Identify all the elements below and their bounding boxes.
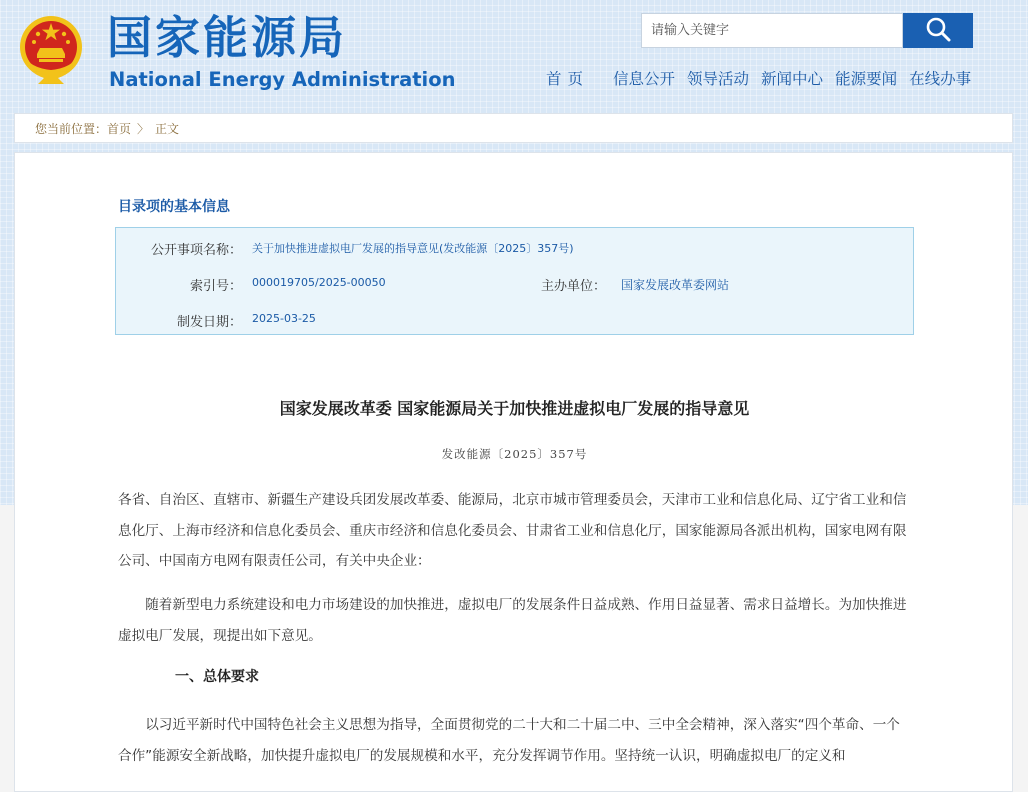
info-table: [115, 227, 914, 335]
main-content: [14, 152, 1013, 792]
national-emblem-icon: [16, 14, 86, 86]
section-heading: 一、总体要求: [175, 669, 259, 685]
article-recipients: 各省、自治区、直辖市、新疆生产建设兵团发展改革委、能源局，北京市城市管理委员会，天津市工业和信息化局、辽宁省工业和信息化厅、上海市经济和信息化委员会、重庆市经济和信息化委员会、甘肃省工业和信息化厅，国家能源局各派出机构，国家电网有限公司、中国南方电网有限责任公司，有关中央企业：: [118, 492, 907, 569]
info-title-value: 关于加快推进虚拟电厂发展的指导意见(发改能源〔2025〕357号): [252, 242, 574, 255]
nav-leadership[interactable]: 领导活动: [687, 70, 750, 88]
search-button[interactable]: [903, 13, 973, 48]
search-bar: [641, 13, 973, 48]
main-nav: [540, 66, 977, 92]
article-paragraph: 随着新型电力系统建设和电力市场建设的加快推进，虚拟电厂的发展条件日益成熟、作用日益显著、需求日益增长。为加快推进虚拟电厂发展，现提出如下意见。: [118, 597, 907, 644]
nav-online-services[interactable]: 在线办事: [909, 70, 972, 88]
info-index-value: 000019705/2025-00050: [252, 276, 386, 289]
site-logo-cn[interactable]: 国家能源局: [107, 11, 348, 64]
info-date-value: 2025-03-25: [252, 312, 316, 325]
breadcrumb-current: 正文: [155, 121, 180, 136]
nav-news-center[interactable]: 新闻中心: [761, 70, 824, 88]
nav-home[interactable]: 首页: [546, 70, 590, 88]
breadcrumb-home[interactable]: 首页: [107, 121, 132, 136]
info-date-label: 制发日期：: [176, 315, 242, 330]
info-org-label: 主办单位：: [540, 279, 606, 294]
info-index-label: 索引号：: [189, 279, 242, 294]
nav-info-disclosure[interactable]: 信息公开: [613, 70, 676, 88]
article-title: 国家发展改革委 国家能源局关于加快推进虚拟电厂发展的指导意见: [279, 399, 750, 418]
breadcrumb-label: 您当前位置：: [35, 121, 108, 136]
breadcrumb: [14, 113, 1013, 143]
search-input[interactable]: [641, 13, 903, 48]
info-org-value: 国家发展改革委网站: [621, 278, 730, 292]
info-heading: 目录项的基本信息: [118, 199, 230, 215]
nav-energy-news[interactable]: 能源要闻: [835, 70, 898, 88]
info-title-label: 公开事项名称：: [150, 243, 242, 258]
search-icon: [925, 16, 951, 45]
site-logo-en[interactable]: National Energy Administration: [109, 68, 456, 91]
article-paragraph: 以习近平新时代中国特色社会主义思想为指导，全面贯彻党的二十大和二十届二中、三中全会精神，深入落实“四个革命、一个合作”能源安全新战略，加快提升虚拟电厂的发展规模和水平，充分发挥调节作用。坚持统一认识，明确虚拟电厂的定义和: [118, 717, 900, 764]
breadcrumb-separator: 〉: [137, 121, 150, 136]
document-number: 发改能源〔2025〕357号: [441, 447, 588, 461]
